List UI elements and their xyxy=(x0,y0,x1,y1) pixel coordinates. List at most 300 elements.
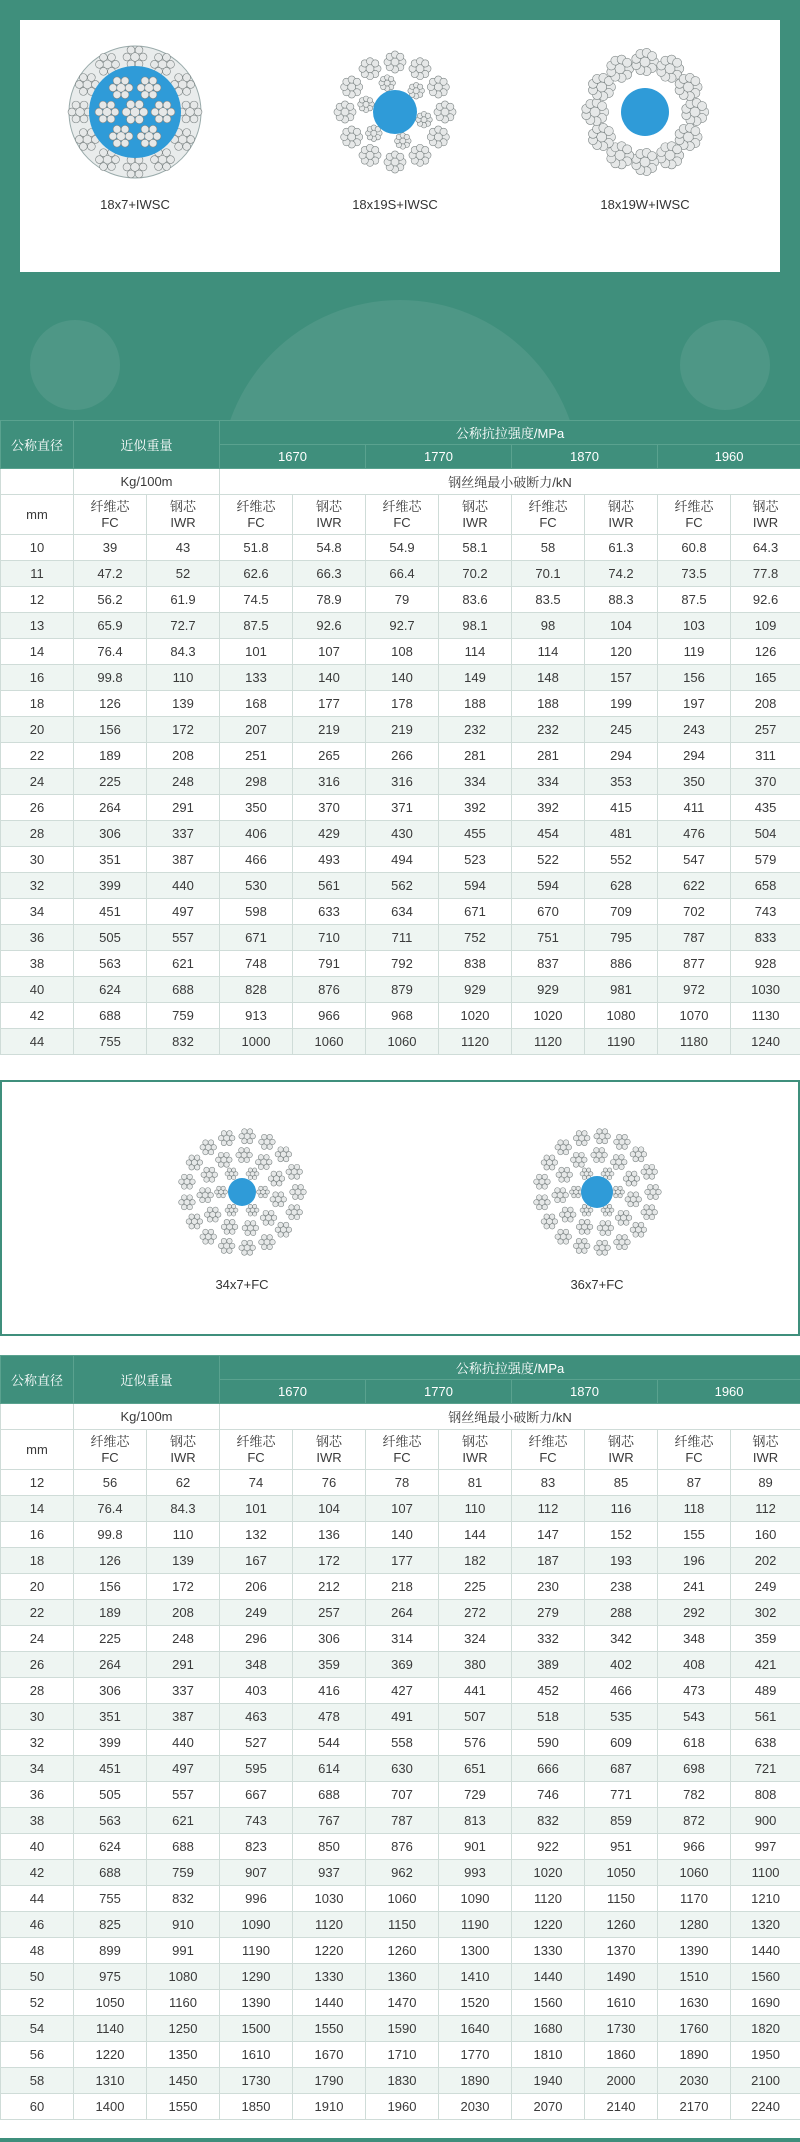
value-cell: 2030 xyxy=(658,2068,731,2094)
table-row xyxy=(1,561,800,587)
value-cell: 808 xyxy=(731,1782,800,1808)
rope-figure xyxy=(315,42,475,212)
value-cell: 324 xyxy=(439,1626,512,1652)
table-row xyxy=(1,1574,800,1600)
fc-label-bottom: FC xyxy=(685,514,703,530)
value-cell: 451 xyxy=(74,1756,147,1782)
value-cell: 74.2 xyxy=(585,561,658,587)
value-cell: 563 xyxy=(74,1808,147,1834)
value-cell: 89 xyxy=(731,1470,800,1496)
value-cell: 1280 xyxy=(658,1912,731,1938)
value-cell: 389 xyxy=(512,1652,585,1678)
value-cell: 126 xyxy=(731,639,800,665)
value-cell: 370 xyxy=(293,795,366,821)
value-cell: 996 xyxy=(220,1886,293,1912)
value-cell: 792 xyxy=(366,951,439,977)
value-cell: 1310 xyxy=(74,2068,147,2094)
table-row xyxy=(1,1496,800,1522)
col-fc xyxy=(220,495,293,535)
table-row xyxy=(1,1938,800,1964)
value-cell: 257 xyxy=(731,717,800,743)
diameter-cell: 36 xyxy=(1,925,74,951)
value-cell: 139 xyxy=(147,691,220,717)
value-cell: 1070 xyxy=(658,1003,731,1029)
diameter-cell: 34 xyxy=(1,899,74,925)
value-cell: 1220 xyxy=(293,1938,366,1964)
value-cell: 624 xyxy=(74,1834,147,1860)
value-cell: 359 xyxy=(293,1652,366,1678)
diameter-cell: 14 xyxy=(1,639,74,665)
value-cell: 481 xyxy=(585,821,658,847)
breaking-force-table-1 xyxy=(0,420,800,1055)
value-cell: 707 xyxy=(366,1782,439,1808)
value-cell: 621 xyxy=(147,951,220,977)
table-row xyxy=(1,1730,800,1756)
col-fc xyxy=(366,1430,439,1470)
value-cell: 232 xyxy=(512,717,585,743)
iwr-label-top: 钢芯 xyxy=(462,498,489,514)
value-cell: 182 xyxy=(439,1548,512,1574)
diameter-cell: 58 xyxy=(1,2068,74,2094)
value-cell: 119 xyxy=(658,639,731,665)
iwr-label-top: 钢芯 xyxy=(608,498,635,514)
value-cell: 87.5 xyxy=(220,613,293,639)
value-cell: 795 xyxy=(585,925,658,951)
value-cell: 98 xyxy=(512,613,585,639)
diameter-cell: 13 xyxy=(1,613,74,639)
value-cell: 334 xyxy=(512,769,585,795)
value-cell: 116 xyxy=(585,1496,658,1522)
value-cell: 709 xyxy=(585,899,658,925)
weight-unit: Kg/100m xyxy=(74,1404,220,1430)
value-cell: 1500 xyxy=(220,2016,293,2042)
value-cell: 83.5 xyxy=(512,587,585,613)
value-cell: 621 xyxy=(147,1808,220,1834)
grade-1670: 1670 xyxy=(220,445,366,469)
value-cell: 387 xyxy=(147,1704,220,1730)
value-cell: 392 xyxy=(439,795,512,821)
value-cell: 1370 xyxy=(585,1938,658,1964)
col-fc xyxy=(658,1430,731,1470)
value-cell: 1810 xyxy=(512,2042,585,2068)
table-row xyxy=(1,2042,800,2068)
value-cell: 991 xyxy=(147,1938,220,1964)
fc-label-bottom: FC xyxy=(685,1449,703,1465)
value-cell: 65.9 xyxy=(74,613,147,639)
value-cell: 403 xyxy=(220,1678,293,1704)
value-cell: 787 xyxy=(366,1808,439,1834)
value-cell: 156 xyxy=(74,717,147,743)
value-cell: 823 xyxy=(220,1834,293,1860)
value-cell: 156 xyxy=(658,665,731,691)
value-cell: 371 xyxy=(366,795,439,821)
value-cell: 249 xyxy=(731,1574,800,1600)
value-cell: 1550 xyxy=(147,2094,220,2120)
value-cell: 997 xyxy=(731,1834,800,1860)
value-cell: 859 xyxy=(585,1808,658,1834)
value-cell: 1560 xyxy=(731,1964,800,1990)
value-cell: 759 xyxy=(147,1860,220,1886)
grade-1960: 1960 xyxy=(658,1380,800,1404)
grade-1870: 1870 xyxy=(512,1380,658,1404)
value-cell: 791 xyxy=(293,951,366,977)
table-row xyxy=(1,821,800,847)
diameter-cell: 28 xyxy=(1,1678,74,1704)
col-nominal-diameter: 公称直径 xyxy=(1,1356,74,1404)
value-cell: 2140 xyxy=(585,2094,658,2120)
col-fc xyxy=(366,495,439,535)
table-row xyxy=(1,535,800,561)
iwr-label-top: 钢芯 xyxy=(462,1433,489,1449)
value-cell: 1180 xyxy=(658,1029,731,1055)
value-cell: 1560 xyxy=(512,1990,585,2016)
value-cell: 530 xyxy=(220,873,293,899)
diameter-cell: 44 xyxy=(1,1886,74,1912)
value-cell: 688 xyxy=(74,1860,147,1886)
fc-label-bottom: FC xyxy=(101,514,119,530)
value-cell: 189 xyxy=(74,743,147,769)
value-cell: 463 xyxy=(220,1704,293,1730)
value-cell: 402 xyxy=(585,1652,658,1678)
value-cell: 92.7 xyxy=(366,613,439,639)
diameter-cell: 18 xyxy=(1,1548,74,1574)
value-cell: 966 xyxy=(293,1003,366,1029)
iwr-label-bottom: IWR xyxy=(462,1449,488,1465)
value-cell: 160 xyxy=(731,1522,800,1548)
value-cell: 92.6 xyxy=(293,613,366,639)
value-cell: 922 xyxy=(512,1834,585,1860)
value-cell: 833 xyxy=(731,925,800,951)
value-cell: 292 xyxy=(658,1600,731,1626)
value-cell: 387 xyxy=(147,847,220,873)
value-cell: 58.1 xyxy=(439,535,512,561)
table-row xyxy=(1,2094,800,2120)
value-cell: 302 xyxy=(731,1600,800,1626)
value-cell: 77.8 xyxy=(731,561,800,587)
value-cell: 64.3 xyxy=(731,535,800,561)
value-cell: 910 xyxy=(147,1912,220,1938)
value-cell: 351 xyxy=(74,1704,147,1730)
value-cell: 755 xyxy=(74,1029,147,1055)
table-row xyxy=(1,1652,800,1678)
value-cell: 594 xyxy=(439,873,512,899)
value-cell: 380 xyxy=(439,1652,512,1678)
diameter-cell: 42 xyxy=(1,1860,74,1886)
value-cell: 1060 xyxy=(366,1886,439,1912)
value-cell: 225 xyxy=(74,1626,147,1652)
value-cell: 110 xyxy=(147,665,220,691)
value-cell: 876 xyxy=(293,977,366,1003)
fc-label-bottom: FC xyxy=(393,1449,411,1465)
value-cell: 1790 xyxy=(293,2068,366,2094)
table-row xyxy=(1,1548,800,1574)
col-iwr xyxy=(147,1430,220,1470)
value-cell: 473 xyxy=(658,1678,731,1704)
value-cell: 2030 xyxy=(439,2094,512,2120)
rope-figure xyxy=(55,42,215,212)
value-cell: 543 xyxy=(658,1704,731,1730)
figure-caption: 18x19S+IWSC xyxy=(352,197,438,212)
value-cell: 109 xyxy=(731,613,800,639)
table-row xyxy=(1,665,800,691)
diameter-cell: 10 xyxy=(1,535,74,561)
value-cell: 1330 xyxy=(512,1938,585,1964)
value-cell: 466 xyxy=(585,1678,658,1704)
value-cell: 98.1 xyxy=(439,613,512,639)
value-cell: 225 xyxy=(74,769,147,795)
table-row xyxy=(1,795,800,821)
value-cell: 359 xyxy=(731,1626,800,1652)
value-cell: 199 xyxy=(585,691,658,717)
value-cell: 1910 xyxy=(293,2094,366,2120)
value-cell: 1030 xyxy=(731,977,800,1003)
diameter-cell: 16 xyxy=(1,665,74,691)
value-cell: 440 xyxy=(147,1730,220,1756)
value-cell: 208 xyxy=(147,1600,220,1626)
diameter-cell: 30 xyxy=(1,1704,74,1730)
value-cell: 618 xyxy=(658,1730,731,1756)
value-cell: 66.4 xyxy=(366,561,439,587)
table-row xyxy=(1,951,800,977)
value-cell: 43 xyxy=(147,535,220,561)
value-cell: 981 xyxy=(585,977,658,1003)
diameter-cell: 46 xyxy=(1,1912,74,1938)
fc-label-top: 纤维芯 xyxy=(236,498,276,514)
value-cell: 721 xyxy=(731,1756,800,1782)
fc-label-bottom: FC xyxy=(393,514,411,530)
value-cell: 658 xyxy=(731,873,800,899)
value-cell: 172 xyxy=(293,1548,366,1574)
value-cell: 78.9 xyxy=(293,587,366,613)
diameter-cell: 30 xyxy=(1,847,74,873)
value-cell: 729 xyxy=(439,1782,512,1808)
value-cell: 73.5 xyxy=(658,561,731,587)
rope-cross-section-icon xyxy=(575,42,715,182)
value-cell: 748 xyxy=(220,951,293,977)
value-cell: 1260 xyxy=(366,1938,439,1964)
value-cell: 1690 xyxy=(731,1990,800,2016)
table-row xyxy=(1,1860,800,1886)
value-cell: 1090 xyxy=(220,1912,293,1938)
value-cell: 743 xyxy=(731,899,800,925)
value-cell: 698 xyxy=(658,1756,731,1782)
value-cell: 148 xyxy=(512,665,585,691)
value-cell: 609 xyxy=(585,1730,658,1756)
value-cell: 218 xyxy=(366,1574,439,1600)
grade-1960: 1960 xyxy=(658,445,800,469)
value-cell: 66.3 xyxy=(293,561,366,587)
value-cell: 101 xyxy=(220,639,293,665)
value-cell: 112 xyxy=(731,1496,800,1522)
value-cell: 1440 xyxy=(293,1990,366,2016)
table-row xyxy=(1,1990,800,2016)
value-cell: 832 xyxy=(147,1886,220,1912)
value-cell: 1760 xyxy=(658,2016,731,2042)
diameter-cell: 22 xyxy=(1,743,74,769)
blank-cell xyxy=(1,1404,74,1430)
col-iwr xyxy=(439,1430,512,1470)
fc-label-bottom: FC xyxy=(101,1449,119,1465)
value-cell: 752 xyxy=(439,925,512,951)
value-cell: 1060 xyxy=(293,1029,366,1055)
value-cell: 87 xyxy=(658,1470,731,1496)
value-cell: 1470 xyxy=(366,1990,439,2016)
col-iwr xyxy=(293,495,366,535)
value-cell: 337 xyxy=(147,1678,220,1704)
value-cell: 2100 xyxy=(731,2068,800,2094)
value-cell: 1940 xyxy=(512,2068,585,2094)
fc-label-top: 纤维芯 xyxy=(528,498,568,514)
value-cell: 1680 xyxy=(512,2016,585,2042)
table-row xyxy=(1,743,800,769)
diameter-cell: 44 xyxy=(1,1029,74,1055)
rope-cross-section-icon xyxy=(527,1122,667,1262)
value-cell: 1190 xyxy=(220,1938,293,1964)
value-cell: 430 xyxy=(366,821,439,847)
table-row xyxy=(1,1912,800,1938)
value-cell: 711 xyxy=(366,925,439,951)
value-cell: 1160 xyxy=(147,1990,220,2016)
value-cell: 624 xyxy=(74,977,147,1003)
watermark-circle xyxy=(680,320,770,410)
fc-label-top: 纤维芯 xyxy=(90,1433,130,1449)
value-cell: 99.8 xyxy=(74,1522,147,1548)
fc-label-top: 纤维芯 xyxy=(674,1433,714,1449)
value-cell: 208 xyxy=(731,691,800,717)
value-cell: 505 xyxy=(74,1782,147,1808)
value-cell: 245 xyxy=(585,717,658,743)
col-iwr xyxy=(439,495,512,535)
figure-caption: 18x19W+IWSC xyxy=(600,197,690,212)
value-cell: 202 xyxy=(731,1548,800,1574)
value-cell: 1120 xyxy=(439,1029,512,1055)
value-cell: 74.5 xyxy=(220,587,293,613)
fc-label-top: 纤维芯 xyxy=(674,498,714,514)
value-cell: 544 xyxy=(293,1730,366,1756)
value-cell: 1410 xyxy=(439,1964,512,1990)
value-cell: 219 xyxy=(293,717,366,743)
value-cell: 929 xyxy=(512,977,585,1003)
rope-figure xyxy=(162,1122,322,1292)
value-cell: 332 xyxy=(512,1626,585,1652)
value-cell: 1330 xyxy=(293,1964,366,1990)
value-cell: 1260 xyxy=(585,1912,658,1938)
table-row xyxy=(1,1626,800,1652)
value-cell: 1080 xyxy=(585,1003,658,1029)
value-cell: 1550 xyxy=(293,2016,366,2042)
value-cell: 406 xyxy=(220,821,293,847)
figure-caption: 36x7+FC xyxy=(570,1277,624,1292)
col-fc xyxy=(658,495,731,535)
value-cell: 126 xyxy=(74,691,147,717)
value-cell: 120 xyxy=(585,639,658,665)
value-cell: 243 xyxy=(658,717,731,743)
iwr-label-top: 钢芯 xyxy=(752,1433,779,1449)
value-cell: 265 xyxy=(293,743,366,769)
break-force-label: 钢丝绳最小破断力/kN xyxy=(220,469,800,495)
value-cell: 337 xyxy=(147,821,220,847)
iwr-label-bottom: IWR xyxy=(608,514,634,530)
value-cell: 928 xyxy=(731,951,800,977)
value-cell: 264 xyxy=(74,795,147,821)
value-cell: 507 xyxy=(439,1704,512,1730)
value-cell: 188 xyxy=(439,691,512,717)
table-row xyxy=(1,717,800,743)
iwr-label-top: 钢芯 xyxy=(170,498,197,514)
value-cell: 238 xyxy=(585,1574,658,1600)
value-cell: 279 xyxy=(512,1600,585,1626)
value-cell: 291 xyxy=(147,1652,220,1678)
value-cell: 670 xyxy=(512,899,585,925)
value-cell: 435 xyxy=(731,795,800,821)
value-cell: 411 xyxy=(658,795,731,821)
value-cell: 248 xyxy=(147,769,220,795)
value-cell: 126 xyxy=(74,1548,147,1574)
value-cell: 281 xyxy=(512,743,585,769)
table-row xyxy=(1,1782,800,1808)
value-cell: 1590 xyxy=(366,2016,439,2042)
iwr-label-top: 钢芯 xyxy=(316,1433,343,1449)
watermark-circle xyxy=(30,320,120,410)
value-cell: 314 xyxy=(366,1626,439,1652)
value-cell: 429 xyxy=(293,821,366,847)
value-cell: 522 xyxy=(512,847,585,873)
value-cell: 1220 xyxy=(74,2042,147,2068)
value-cell: 838 xyxy=(439,951,512,977)
value-cell: 1390 xyxy=(220,1990,293,2016)
value-cell: 1240 xyxy=(731,1029,800,1055)
value-cell: 84.3 xyxy=(147,1496,220,1522)
value-cell: 561 xyxy=(731,1704,800,1730)
value-cell: 476 xyxy=(658,821,731,847)
value-cell: 421 xyxy=(731,1652,800,1678)
value-cell: 1190 xyxy=(439,1912,512,1938)
value-cell: 1140 xyxy=(74,2016,147,2042)
value-cell: 1130 xyxy=(731,1003,800,1029)
value-cell: 61.9 xyxy=(147,587,220,613)
value-cell: 688 xyxy=(74,1003,147,1029)
col-mm: mm xyxy=(1,495,74,535)
value-cell: 157 xyxy=(585,665,658,691)
col-approx-weight: 近似重量 xyxy=(74,1356,220,1404)
value-cell: 975 xyxy=(74,1964,147,1990)
value-cell: 264 xyxy=(74,1652,147,1678)
col-fc xyxy=(512,495,585,535)
value-cell: 298 xyxy=(220,769,293,795)
value-cell: 110 xyxy=(439,1496,512,1522)
value-cell: 1730 xyxy=(585,2016,658,2042)
col-tensile-strength: 公称抗拉强度/MPa xyxy=(220,421,800,445)
value-cell: 2070 xyxy=(512,2094,585,2120)
grade-1770: 1770 xyxy=(366,1380,512,1404)
diameter-cell: 26 xyxy=(1,1652,74,1678)
table-row xyxy=(1,691,800,717)
value-cell: 408 xyxy=(658,1652,731,1678)
value-cell: 62 xyxy=(147,1470,220,1496)
value-cell: 557 xyxy=(147,925,220,951)
value-cell: 1440 xyxy=(512,1964,585,1990)
value-cell: 83 xyxy=(512,1470,585,1496)
value-cell: 294 xyxy=(585,743,658,769)
value-cell: 281 xyxy=(439,743,512,769)
diameter-cell: 20 xyxy=(1,717,74,743)
value-cell: 78 xyxy=(366,1470,439,1496)
table-row xyxy=(1,1834,800,1860)
iwr-label-top: 钢芯 xyxy=(608,1433,635,1449)
value-cell: 104 xyxy=(585,613,658,639)
fc-label-top: 纤维芯 xyxy=(528,1433,568,1449)
break-force-label: 钢丝绳最小破断力/kN xyxy=(220,1404,800,1430)
